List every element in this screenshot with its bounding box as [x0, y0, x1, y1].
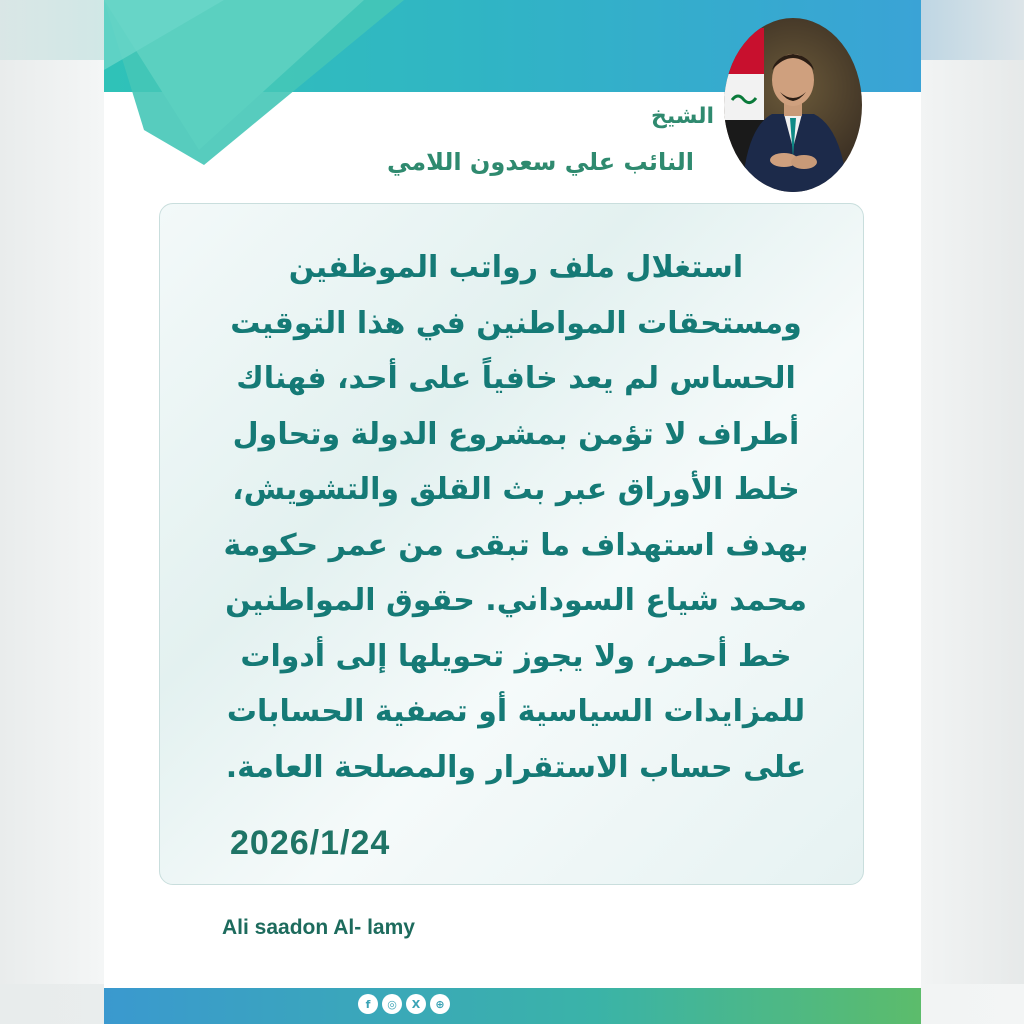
portrait-photo: [724, 18, 862, 192]
signature-text: Ali saadon Al- lamy: [222, 916, 415, 939]
author-name: النائب علي سعدون اللامي: [386, 148, 694, 176]
social-icons-row: [358, 994, 450, 1016]
statement-date: 2026/1/24: [230, 824, 391, 862]
facebook-icon[interactable]: f: [358, 994, 378, 1014]
statement-card: [104, 0, 921, 1024]
instagram-icon[interactable]: ◎: [382, 994, 402, 1014]
statement-text: استغلال ملف رواتب الموظفين ومستحقات المواطنين في هذا التوقيت الحساس لم يعد خافياً على أحد، فهناك أطراف لا تؤمن بمشروع الدولة وتحاول خلط الأوراق عبر بث القلق والتشويش، بهدف استهداف ما تبقى من عمر حكومة محمد شياع السوداني. حقوق المواطنين خط أحمر، ولا يجوز تحويلها إلى أدوات للمزايدات السياسية أو تصفية الحسابات على حساب الاستقرار والمصلحة العامة.: [223, 250, 809, 785]
statement-panel: [159, 203, 864, 885]
globe-icon[interactable]: ⊕: [430, 994, 450, 1014]
background-top-right-blur: [920, 0, 1024, 60]
x-icon[interactable]: X: [406, 994, 426, 1014]
footer-band: [104, 988, 921, 1024]
background-right-margin: [920, 0, 1024, 1024]
honorific-title: الشيخ: [650, 104, 714, 129]
background-left-margin: [0, 0, 104, 1024]
person-figure: [724, 18, 862, 192]
